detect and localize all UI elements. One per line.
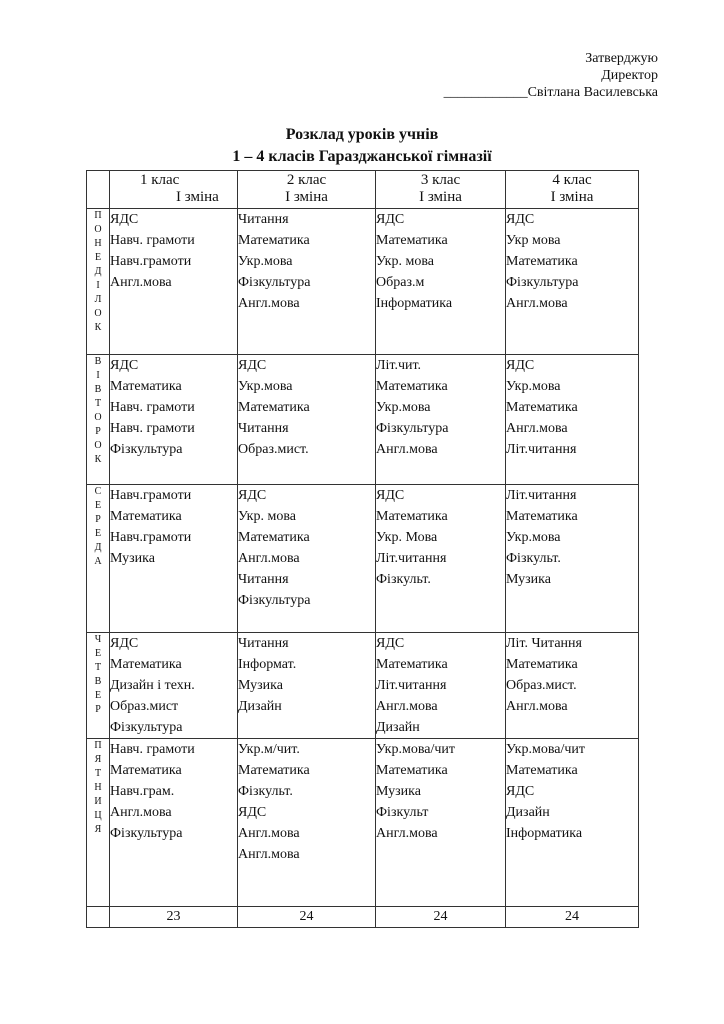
class-header-2: [238, 171, 376, 209]
lesson: Навч.грамоти: [110, 488, 192, 503]
lessons-cell: [110, 209, 238, 355]
day-label: П Я Т Н И Ц Я: [94, 740, 102, 835]
lesson: Математика: [110, 509, 182, 524]
lesson: Укр. мова: [376, 254, 434, 269]
lessons-cell: [238, 355, 376, 485]
totals-empty-cell: [87, 907, 110, 928]
lesson: ЯДС: [506, 784, 535, 799]
lesson: Англ.мова: [238, 847, 300, 862]
day-label: Ч Е Т В Е Р: [94, 634, 102, 715]
lesson: ЯДС: [376, 636, 405, 651]
lesson: ЯДС: [506, 212, 535, 227]
day-row: [87, 633, 639, 739]
day-label-cell: [87, 485, 110, 633]
lesson: Укр. мова: [238, 509, 296, 524]
lesson: Фізкультура: [238, 275, 311, 290]
lesson: Літ. Читання: [506, 636, 582, 651]
lessons-cell: [376, 485, 506, 633]
lesson: Англ.мова: [238, 551, 300, 566]
lesson: Фізкультура: [376, 421, 449, 436]
lessons-cell: [376, 209, 506, 355]
lesson: Навч. грамоти: [110, 400, 195, 415]
lesson: Укр.мова: [376, 400, 431, 415]
day-label-cell: [87, 209, 110, 355]
lesson: Музика: [110, 551, 155, 566]
day-label-cell: [87, 739, 110, 907]
lessons-cell: [238, 209, 376, 355]
lesson: Математика: [376, 657, 448, 672]
approval-line-2: Директор: [601, 68, 658, 83]
day-row: [87, 355, 639, 485]
lesson: Математика: [376, 509, 448, 524]
lesson: Математика: [110, 379, 182, 394]
lesson: Фізкультура: [110, 720, 183, 735]
lesson: Фізкультура: [506, 275, 579, 290]
lesson: Математика: [376, 233, 448, 248]
lesson-total: 23: [110, 907, 238, 928]
lesson: Образ.мист.: [506, 678, 577, 693]
class-shift: І зміна: [285, 189, 328, 205]
lessons-cell: [110, 739, 238, 907]
lesson: Фізкультура: [238, 593, 311, 608]
lesson: Образ.мист.: [238, 442, 309, 457]
lesson: Математика: [506, 763, 578, 778]
lessons-cell: [110, 485, 238, 633]
lesson: Математика: [238, 233, 310, 248]
lesson: Англ.мова: [506, 296, 568, 311]
lessons-cell: [506, 355, 639, 485]
class-name: 3 клас: [420, 172, 461, 188]
totals-row: [87, 907, 639, 928]
lesson-total: 24: [238, 907, 376, 928]
lesson: Укр. Мова: [376, 530, 438, 545]
approval-line-3: ____________Світлана Василевська: [443, 85, 658, 100]
class-shift: І зміна: [550, 189, 594, 205]
lesson: Фізкультура: [110, 442, 183, 457]
lesson: Укр.мова: [238, 254, 293, 269]
lesson: Англ.мова: [376, 699, 438, 714]
lessons-cell: [506, 485, 639, 633]
lessons-cell: [376, 633, 506, 739]
lesson: Математика: [506, 657, 578, 672]
lesson: Фізкульт: [376, 805, 429, 820]
lesson: Дизайн: [238, 699, 282, 714]
lesson: Навч. грамоти: [110, 421, 195, 436]
lessons-cell: [506, 633, 639, 739]
lesson: Математика: [238, 530, 310, 545]
corner-cell: [87, 171, 110, 209]
lesson: Укр.м/чит.: [238, 742, 300, 757]
lessons-cell: [238, 633, 376, 739]
day-row: [87, 739, 639, 907]
lesson: ЯДС: [110, 358, 139, 373]
lesson: Укр.мова: [506, 379, 561, 394]
lesson: Образ.м: [376, 275, 425, 290]
document-title: Розклад уроків учнів: [285, 126, 439, 143]
approval-block: [444, 50, 658, 101]
lesson: Музика: [238, 678, 283, 693]
lesson: ЯДС: [376, 488, 405, 503]
class-name: 4 клас: [552, 172, 592, 188]
lesson: Інформатика: [376, 296, 453, 311]
lesson: Дизайн: [376, 720, 420, 735]
document-subtitle: 1 – 4 класів Гаразджанської гімназії: [232, 148, 492, 165]
day-label: С Е Р Е Д А: [94, 486, 102, 567]
lesson: ЯДС: [238, 358, 267, 373]
lesson: Навч.грам.: [110, 784, 175, 799]
lesson: Англ.мова: [238, 296, 300, 311]
lessons-cell: [238, 739, 376, 907]
lesson: ЯДС: [376, 212, 405, 227]
lesson: Літ.читання: [506, 488, 577, 503]
lesson: Англ.мова: [110, 275, 172, 290]
class-name: 1 клас: [140, 172, 180, 188]
lesson: Інформатика: [506, 826, 583, 841]
lessons-cell: [376, 739, 506, 907]
lesson: Образ.мист: [110, 699, 179, 714]
lesson: Фізкульт.: [238, 784, 293, 799]
lesson: Математика: [376, 379, 448, 394]
day-row: [87, 209, 639, 355]
lesson: Математика: [506, 509, 578, 524]
lesson: Читання: [238, 572, 289, 587]
lesson: ЯДС: [238, 488, 267, 503]
day-label-cell: [87, 633, 110, 739]
class-shift: І зміна: [176, 189, 219, 205]
lesson: Читання: [238, 636, 289, 651]
lesson: Англ.мова: [238, 826, 300, 841]
lessons-cell: [110, 633, 238, 739]
day-label-cell: [87, 355, 110, 485]
lesson-total: 24: [506, 907, 639, 928]
class-header-1: [110, 171, 238, 209]
lesson: Математика: [110, 657, 182, 672]
lesson: Інформат.: [238, 657, 297, 672]
lesson: Укр.мова/чит: [376, 742, 456, 757]
approval-line-1: Затверджую: [585, 51, 658, 66]
lesson: Математика: [238, 400, 310, 415]
lesson: Читання: [238, 212, 289, 227]
lesson: ЯДС: [506, 358, 535, 373]
lesson: Літ.читання: [506, 442, 577, 457]
lesson: Літ.читання: [376, 678, 447, 693]
lesson: Фізкульт.: [376, 572, 431, 587]
lesson-total: 24: [376, 907, 506, 928]
lesson: Математика: [506, 254, 578, 269]
lesson: Англ.мова: [506, 421, 568, 436]
lesson: Математика: [376, 763, 448, 778]
class-shift: І зміна: [419, 189, 462, 205]
lesson: Укр.мова: [238, 379, 293, 394]
lesson: Літ.читання: [376, 551, 447, 566]
lesson: Фізкультура: [110, 826, 183, 841]
lesson: Укр.мова: [506, 530, 561, 545]
lesson: Англ.мова: [506, 699, 568, 714]
lessons-cell: [506, 209, 639, 355]
lesson: Навч. грамоти: [110, 233, 195, 248]
class-header-4: [506, 171, 639, 209]
lesson: Англ.мова: [110, 805, 172, 820]
lesson: ЯДС: [110, 212, 139, 227]
lesson: Навч.грамоти: [110, 530, 192, 545]
lesson: Укр.мова/чит: [506, 742, 586, 757]
header-row: [87, 171, 639, 209]
lesson: Дизайн: [506, 805, 550, 820]
day-label: В І В Т О Р О К: [94, 356, 102, 465]
lesson: Математика: [238, 763, 310, 778]
lesson: Навч. грамоти: [110, 742, 195, 757]
lesson: Літ.чит.: [376, 358, 422, 373]
lessons-cell: [506, 739, 639, 907]
lesson: Укр мова: [506, 233, 561, 248]
lesson: Фізкульт.: [506, 551, 561, 566]
lessons-cell: [238, 485, 376, 633]
lesson: Навч.грамоти: [110, 254, 192, 269]
class-header-3: [376, 171, 506, 209]
schedule-table: [86, 170, 639, 928]
lesson: Музика: [506, 572, 551, 587]
lesson: Англ.мова: [376, 442, 438, 457]
lesson: ЯДС: [238, 805, 267, 820]
lesson: Музика: [376, 784, 421, 799]
lessons-cell: [376, 355, 506, 485]
day-row: [87, 485, 639, 633]
lesson: Математика: [506, 400, 578, 415]
lesson: Дизайн і техн.: [110, 678, 195, 693]
lesson: Англ.мова: [376, 826, 438, 841]
day-label: П О Н Е Д І Л О К: [94, 210, 102, 333]
lesson: Математика: [110, 763, 182, 778]
class-name: 2 клас: [286, 172, 327, 188]
lessons-cell: [110, 355, 238, 485]
lesson: Читання: [238, 421, 289, 436]
lesson: ЯДС: [110, 636, 139, 651]
